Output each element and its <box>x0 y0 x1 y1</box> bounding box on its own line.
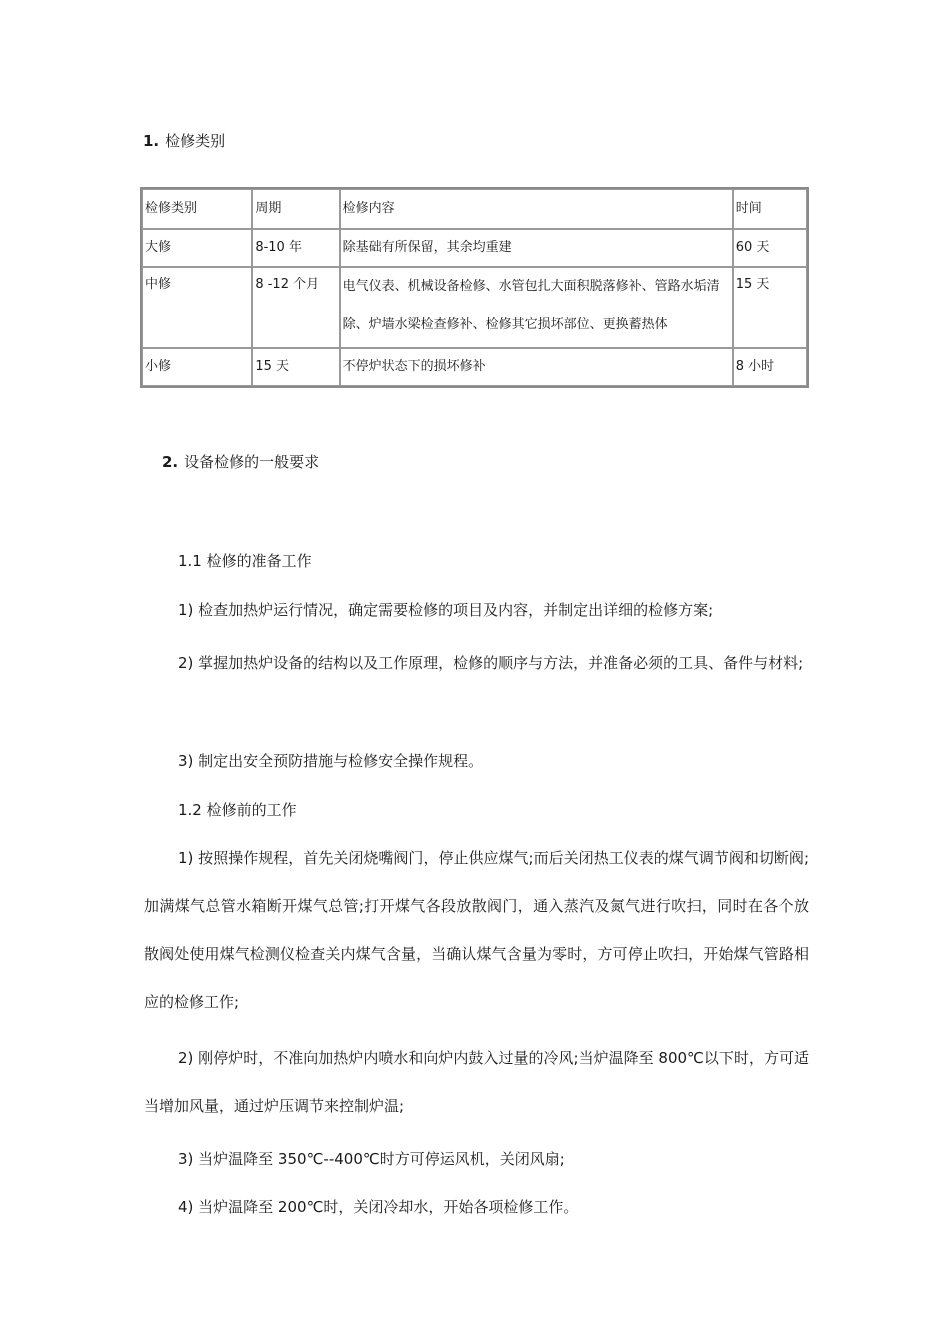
cell-category: 小修 <box>142 348 252 386</box>
header-content: 检修内容 <box>340 189 733 229</box>
section-1-heading <box>143 129 225 153</box>
paragraph-1-2-item-4: 4) 当炉温降至 200℃时，关闭冷却水，开始各项检修工作。 <box>178 1198 579 1216</box>
subsection-1-1-title: 1.1 检修的准备工作 <box>178 552 312 570</box>
cell-time: 15 天 <box>733 267 807 348</box>
table-row <box>142 348 807 386</box>
cell-category: 中修 <box>142 267 252 348</box>
table-row <box>142 267 807 348</box>
cell-period: 8-10 年 <box>252 229 339 267</box>
paragraph-1-2-item-2: 2) 刚停炉时，不准向加热炉内喷水和向炉内鼓入过量的冷风;当炉温降至 800℃以下时，方可适当增加风量，通过炉压调节来控制炉温; <box>144 1049 809 1115</box>
repair-category-table <box>140 187 809 388</box>
cell-content: 不停炉状态下的损坏修补 <box>340 348 733 386</box>
table-row <box>142 229 807 267</box>
paragraph-1-1-item-1: 1) 检查加热炉运行情况，确定需要检修的项目及内容，并制定出详细的检修方案; <box>178 601 714 619</box>
paragraph-1-2-item-3: 3) 当炉温降至 350℃--400℃时方可停运风机，关闭风扇; <box>178 1150 565 1168</box>
section-2-heading <box>162 450 319 474</box>
cell-period: 8 -12 个月 <box>252 267 339 348</box>
header-period: 周期 <box>252 189 339 229</box>
cell-content: 除基础有所保留，其余均重建 <box>340 229 733 267</box>
cell-time: 8 小时 <box>733 348 807 386</box>
header-category: 检修类别 <box>142 189 252 229</box>
cell-category: 大修 <box>142 229 252 267</box>
section-1-number: 1. <box>143 132 160 150</box>
section-1-title: 检修类别 <box>165 132 226 150</box>
subsection-1-2-title: 1.2 检修前的工作 <box>178 801 297 819</box>
header-time: 时间 <box>733 189 807 229</box>
paragraph-1-2-item-1: 1) 按照操作规程，首先关闭烧嘴阀门，停止供应煤气;而后关闭热工仪表的煤气调节阀和切断阀;加满煤气总管水箱断开煤气总管;打开煤气各段放散阀门，通入蒸汽及氮气进行吹扫，同时在各个放散阀处使用煤气检测仪检查关内煤气含量，当确认煤气含量为零时，方可停止吹扫，开始煤气管路相应的检修工作; <box>144 849 809 1011</box>
section-2-title: 设备检修的一般要求 <box>184 453 320 471</box>
table-header-row <box>142 189 807 229</box>
cell-content: 电气仪表、机械设备检修、水管包扎大面积脱落修补、管路水垢清除、炉墙水梁检查修补、检修其它损坏部位、更换蓄热体 <box>340 267 733 348</box>
cell-period: 15 天 <box>252 348 339 386</box>
section-2-number: 2. <box>162 453 179 471</box>
paragraph-1-1-item-3: 3) 制定出安全预防措施与检修安全操作规程。 <box>178 752 484 770</box>
paragraph-1-1-item-2: 2) 掌握加热炉设备的结构以及工作原理，检修的顺序与方法，并准备必须的工具、备件与材料; <box>178 654 804 672</box>
cell-time: 60 天 <box>733 229 807 267</box>
